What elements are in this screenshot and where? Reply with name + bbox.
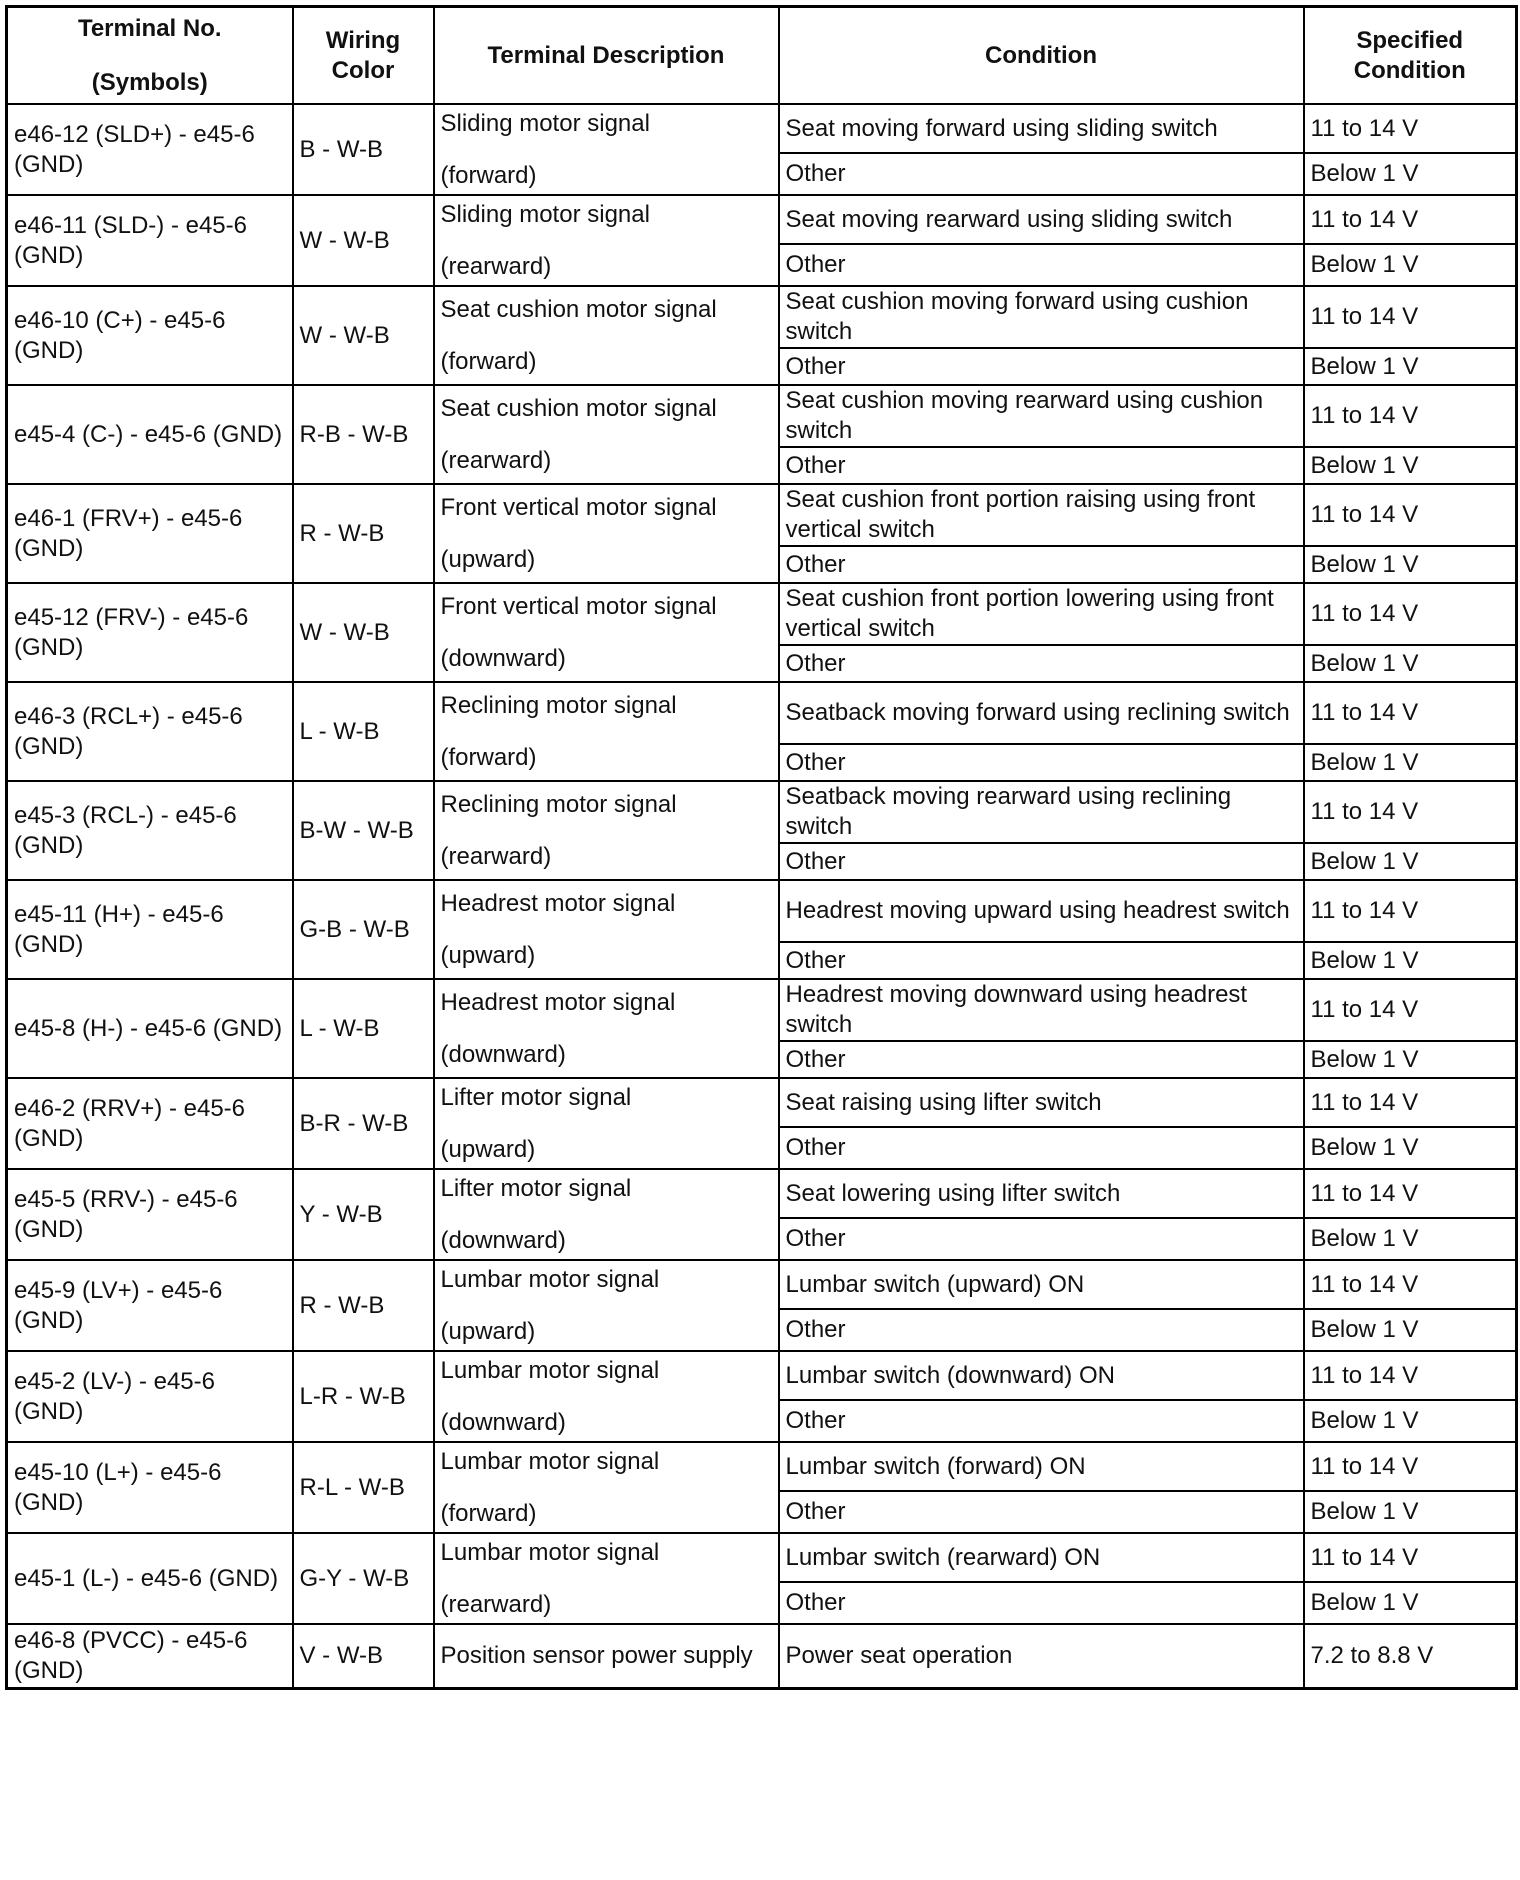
condition-other-cell: Other bbox=[779, 942, 1304, 979]
table-row bbox=[7, 484, 1517, 546]
terminal-description-cell bbox=[434, 880, 779, 979]
table-row bbox=[7, 1351, 1517, 1400]
header-specified-condition: Specified Condition bbox=[1304, 7, 1517, 105]
specified-condition-cell: 11 to 14 V bbox=[1304, 484, 1517, 546]
condition-cell: Lumbar switch (upward) ON bbox=[779, 1260, 1304, 1309]
condition-other-cell: Other bbox=[779, 1218, 1304, 1260]
terminal-description-line1: Lumbar motor signal bbox=[440, 1538, 660, 1566]
terminal-description-line2: (forward) bbox=[440, 1499, 537, 1527]
terminal-no-cell: e46-1 (FRV+) - e45-6 (GND) bbox=[7, 484, 293, 583]
terminal-description-line2: (rearward) bbox=[440, 1590, 552, 1618]
condition-other-cell: Other bbox=[779, 1491, 1304, 1533]
table-row bbox=[7, 781, 1517, 843]
specified-condition-other-cell: Below 1 V bbox=[1304, 1218, 1517, 1260]
terminal-description-cell bbox=[434, 1078, 779, 1169]
specified-condition-cell: 11 to 14 V bbox=[1304, 104, 1517, 153]
specified-condition-other-cell: Below 1 V bbox=[1304, 645, 1517, 682]
terminal-description-line2: (forward) bbox=[440, 347, 537, 375]
terminal-description-line2: (downward) bbox=[440, 1408, 566, 1436]
terminal-description-cell bbox=[434, 195, 779, 286]
condition-cell: Lumbar switch (forward) ON bbox=[779, 1442, 1304, 1491]
terminal-no-cell: e46-8 (PVCC) - e45-6 (GND) bbox=[7, 1624, 293, 1689]
wiring-color-cell: L - W-B bbox=[293, 979, 434, 1078]
specified-condition-other-cell: Below 1 V bbox=[1304, 153, 1517, 195]
header-terminal-description: Terminal Description bbox=[434, 7, 779, 105]
terminal-description-cell bbox=[434, 1260, 779, 1351]
terminal-description-line1: Sliding motor signal bbox=[440, 109, 650, 137]
terminal-no-cell: e46-11 (SLD-) - e45-6 (GND) bbox=[7, 195, 293, 286]
terminal-description-line2: (upward) bbox=[440, 545, 536, 573]
specified-condition-cell: 11 to 14 V bbox=[1304, 385, 1517, 447]
terminal-description-line2: (forward) bbox=[440, 161, 537, 189]
terminal-description-cell bbox=[434, 583, 779, 682]
terminal-table-container bbox=[5, 5, 1515, 1690]
terminal-description-line1: Headrest motor signal bbox=[440, 988, 676, 1016]
terminal-description-cell bbox=[434, 682, 779, 781]
specified-condition-cell: 11 to 14 V bbox=[1304, 286, 1517, 348]
terminal-description-line2: (downward) bbox=[440, 644, 566, 672]
wiring-color-cell: V - W-B bbox=[293, 1624, 434, 1689]
terminal-description-line1: Lifter motor signal bbox=[440, 1083, 632, 1111]
terminal-description-line1: Lumbar motor signal bbox=[440, 1447, 660, 1475]
specified-condition-other-cell: Below 1 V bbox=[1304, 546, 1517, 583]
condition-cell: Headrest moving downward using headrest switch bbox=[779, 979, 1304, 1041]
condition-cell: Seat cushion front portion raising using front vertical switch bbox=[779, 484, 1304, 546]
table-row bbox=[7, 682, 1517, 744]
terminal-no-cell: e45-8 (H-) - e45-6 (GND) bbox=[7, 979, 293, 1078]
condition-cell: Power seat operation bbox=[779, 1624, 1304, 1689]
table-row bbox=[7, 583, 1517, 645]
condition-other-cell: Other bbox=[779, 1127, 1304, 1169]
condition-cell: Headrest moving upward using headrest switch bbox=[779, 880, 1304, 942]
condition-other-cell: Other bbox=[779, 1309, 1304, 1351]
specified-condition-other-cell: Below 1 V bbox=[1304, 843, 1517, 880]
wiring-color-cell: B-R - W-B bbox=[293, 1078, 434, 1169]
table-row bbox=[7, 1169, 1517, 1218]
condition-other-cell: Other bbox=[779, 843, 1304, 880]
condition-cell: Lumbar switch (rearward) ON bbox=[779, 1533, 1304, 1582]
terminal-description-line1: Reclining motor signal bbox=[440, 790, 677, 818]
specified-condition-cell: 11 to 14 V bbox=[1304, 1442, 1517, 1491]
condition-other-cell: Other bbox=[779, 1400, 1304, 1442]
specified-condition-cell: 11 to 14 V bbox=[1304, 1351, 1517, 1400]
terminal-description-cell bbox=[434, 979, 779, 1078]
table-row bbox=[7, 1260, 1517, 1309]
specified-condition-other-cell: Below 1 V bbox=[1304, 447, 1517, 484]
condition-other-cell: Other bbox=[779, 1582, 1304, 1624]
wiring-color-cell: G-B - W-B bbox=[293, 880, 434, 979]
terminal-no-cell: e45-4 (C-) - e45-6 (GND) bbox=[7, 385, 293, 484]
header-terminal-no-line2: (Symbols) bbox=[91, 68, 208, 96]
terminal-description-line1: Lumbar motor signal bbox=[440, 1265, 660, 1293]
wiring-color-cell: W - W-B bbox=[293, 583, 434, 682]
terminal-description-cell bbox=[434, 1169, 779, 1260]
terminal-no-cell: e45-2 (LV-) - e45-6 (GND) bbox=[7, 1351, 293, 1442]
terminal-description-line1: Seat cushion motor signal bbox=[440, 394, 717, 422]
header-terminal-no-line1: Terminal No. bbox=[77, 14, 222, 42]
terminal-description-line2: (rearward) bbox=[440, 842, 552, 870]
table-header-row bbox=[7, 7, 1517, 105]
table-row bbox=[7, 195, 1517, 244]
specified-condition-cell: 11 to 14 V bbox=[1304, 195, 1517, 244]
condition-other-cell: Other bbox=[779, 348, 1304, 385]
table-row bbox=[7, 979, 1517, 1041]
terminal-no-cell: e45-9 (LV+) - e45-6 (GND) bbox=[7, 1260, 293, 1351]
condition-cell: Seat raising using lifter switch bbox=[779, 1078, 1304, 1127]
specified-condition-other-cell: Below 1 V bbox=[1304, 348, 1517, 385]
table-row bbox=[7, 1533, 1517, 1582]
specified-condition-cell: 11 to 14 V bbox=[1304, 1533, 1517, 1582]
condition-other-cell: Other bbox=[779, 744, 1304, 781]
specified-condition-cell: 7.2 to 8.8 V bbox=[1304, 1624, 1517, 1689]
specified-condition-cell: 11 to 14 V bbox=[1304, 1169, 1517, 1218]
terminal-description-line2: (upward) bbox=[440, 941, 536, 969]
wiring-color-cell: L - W-B bbox=[293, 682, 434, 781]
terminal-no-cell: e46-12 (SLD+) - e45-6 (GND) bbox=[7, 104, 293, 195]
specified-condition-other-cell: Below 1 V bbox=[1304, 1309, 1517, 1351]
terminal-description-line1: Reclining motor signal bbox=[440, 691, 677, 719]
terminal-description-line1: Front vertical motor signal bbox=[440, 493, 717, 521]
terminal-no-cell: e46-10 (C+) - e45-6 (GND) bbox=[7, 286, 293, 385]
terminal-description-line2: (forward) bbox=[440, 743, 537, 771]
wiring-color-cell: W - W-B bbox=[293, 286, 434, 385]
specified-condition-other-cell: Below 1 V bbox=[1304, 1582, 1517, 1624]
wiring-color-cell: R-L - W-B bbox=[293, 1442, 434, 1533]
terminal-description-cell bbox=[434, 1442, 779, 1533]
table-body bbox=[7, 104, 1517, 1689]
condition-other-cell: Other bbox=[779, 447, 1304, 484]
condition-cell: Seat cushion moving forward using cushion switch bbox=[779, 286, 1304, 348]
wiring-color-cell: G-Y - W-B bbox=[293, 1533, 434, 1624]
condition-cell: Seat moving forward using sliding switch bbox=[779, 104, 1304, 153]
terminal-no-cell: e46-3 (RCL+) - e45-6 (GND) bbox=[7, 682, 293, 781]
terminal-description-cell bbox=[434, 104, 779, 195]
specified-condition-other-cell: Below 1 V bbox=[1304, 1491, 1517, 1533]
condition-other-cell: Other bbox=[779, 645, 1304, 682]
wiring-color-cell: L-R - W-B bbox=[293, 1351, 434, 1442]
terminal-no-cell: e45-3 (RCL-) - e45-6 (GND) bbox=[7, 781, 293, 880]
terminal-description-line1: Lumbar motor signal bbox=[440, 1356, 660, 1384]
condition-cell: Seatback moving forward using reclining switch bbox=[779, 682, 1304, 744]
terminal-description-line1: Lifter motor signal bbox=[440, 1174, 632, 1202]
specified-condition-cell: 11 to 14 V bbox=[1304, 781, 1517, 843]
specified-condition-cell: 11 to 14 V bbox=[1304, 1078, 1517, 1127]
terminal-description-line1: Front vertical motor signal bbox=[440, 592, 717, 620]
terminal-inspection-table bbox=[5, 5, 1518, 1690]
condition-cell: Seatback moving rearward using reclining switch bbox=[779, 781, 1304, 843]
terminal-description-line2: (downward) bbox=[440, 1040, 566, 1068]
condition-other-cell: Other bbox=[779, 1041, 1304, 1078]
terminal-description-cell bbox=[434, 286, 779, 385]
terminal-description-line1: Sliding motor signal bbox=[440, 200, 650, 228]
specified-condition-other-cell: Below 1 V bbox=[1304, 942, 1517, 979]
specified-condition-other-cell: Below 1 V bbox=[1304, 1127, 1517, 1169]
table-row bbox=[7, 385, 1517, 447]
condition-other-cell: Other bbox=[779, 244, 1304, 286]
terminal-description-cell: Position sensor power supply bbox=[434, 1624, 779, 1689]
table-row bbox=[7, 880, 1517, 942]
specified-condition-other-cell: Below 1 V bbox=[1304, 244, 1517, 286]
terminal-no-cell: e45-12 (FRV-) - e45-6 (GND) bbox=[7, 583, 293, 682]
specified-condition-other-cell: Below 1 V bbox=[1304, 1400, 1517, 1442]
condition-other-cell: Other bbox=[779, 153, 1304, 195]
terminal-description-line2: (rearward) bbox=[440, 252, 552, 280]
terminal-description-cell bbox=[434, 1351, 779, 1442]
wiring-color-cell: Y - W-B bbox=[293, 1169, 434, 1260]
condition-cell: Seat moving rearward using sliding switch bbox=[779, 195, 1304, 244]
terminal-no-cell: e46-2 (RRV+) - e45-6 (GND) bbox=[7, 1078, 293, 1169]
table-row bbox=[7, 104, 1517, 153]
table-row bbox=[7, 1442, 1517, 1491]
header-condition: Condition bbox=[779, 7, 1304, 105]
terminal-no-cell: e45-5 (RRV-) - e45-6 (GND) bbox=[7, 1169, 293, 1260]
specified-condition-other-cell: Below 1 V bbox=[1304, 1041, 1517, 1078]
terminal-description-line2: (rearward) bbox=[440, 446, 552, 474]
terminal-description-line2: (downward) bbox=[440, 1226, 566, 1254]
terminal-description-line1: Seat cushion motor signal bbox=[440, 295, 717, 323]
terminal-description-cell bbox=[434, 484, 779, 583]
table-row-last bbox=[7, 1624, 1517, 1689]
header-wiring-color: Wiring Color bbox=[293, 7, 434, 105]
condition-cell: Seat cushion moving rearward using cushion switch bbox=[779, 385, 1304, 447]
condition-cell: Seat lowering using lifter switch bbox=[779, 1169, 1304, 1218]
terminal-description-line2: (upward) bbox=[440, 1135, 536, 1163]
wiring-color-cell: R - W-B bbox=[293, 484, 434, 583]
condition-cell: Lumbar switch (downward) ON bbox=[779, 1351, 1304, 1400]
specified-condition-cell: 11 to 14 V bbox=[1304, 583, 1517, 645]
header-terminal-no bbox=[7, 7, 293, 105]
specified-condition-cell: 11 to 14 V bbox=[1304, 1260, 1517, 1309]
wiring-color-cell: R - W-B bbox=[293, 1260, 434, 1351]
specified-condition-cell: 11 to 14 V bbox=[1304, 880, 1517, 942]
table-row bbox=[7, 286, 1517, 348]
terminal-no-cell: e45-11 (H+) - e45-6 (GND) bbox=[7, 880, 293, 979]
specified-condition-cell: 11 to 14 V bbox=[1304, 682, 1517, 744]
condition-other-cell: Other bbox=[779, 546, 1304, 583]
wiring-color-cell: B - W-B bbox=[293, 104, 434, 195]
terminal-description-cell bbox=[434, 1533, 779, 1624]
terminal-no-cell: e45-10 (L+) - e45-6 (GND) bbox=[7, 1442, 293, 1533]
terminal-description-cell bbox=[434, 781, 779, 880]
wiring-color-cell: R-B - W-B bbox=[293, 385, 434, 484]
terminal-no-cell: e45-1 (L-) - e45-6 (GND) bbox=[7, 1533, 293, 1624]
specified-condition-cell: 11 to 14 V bbox=[1304, 979, 1517, 1041]
terminal-description-cell bbox=[434, 385, 779, 484]
terminal-description-line2: (upward) bbox=[440, 1317, 536, 1345]
terminal-description-line1: Headrest motor signal bbox=[440, 889, 676, 917]
specified-condition-other-cell: Below 1 V bbox=[1304, 744, 1517, 781]
wiring-color-cell: B-W - W-B bbox=[293, 781, 434, 880]
table-row bbox=[7, 1078, 1517, 1127]
wiring-color-cell: W - W-B bbox=[293, 195, 434, 286]
condition-cell: Seat cushion front portion lowering using front vertical switch bbox=[779, 583, 1304, 645]
